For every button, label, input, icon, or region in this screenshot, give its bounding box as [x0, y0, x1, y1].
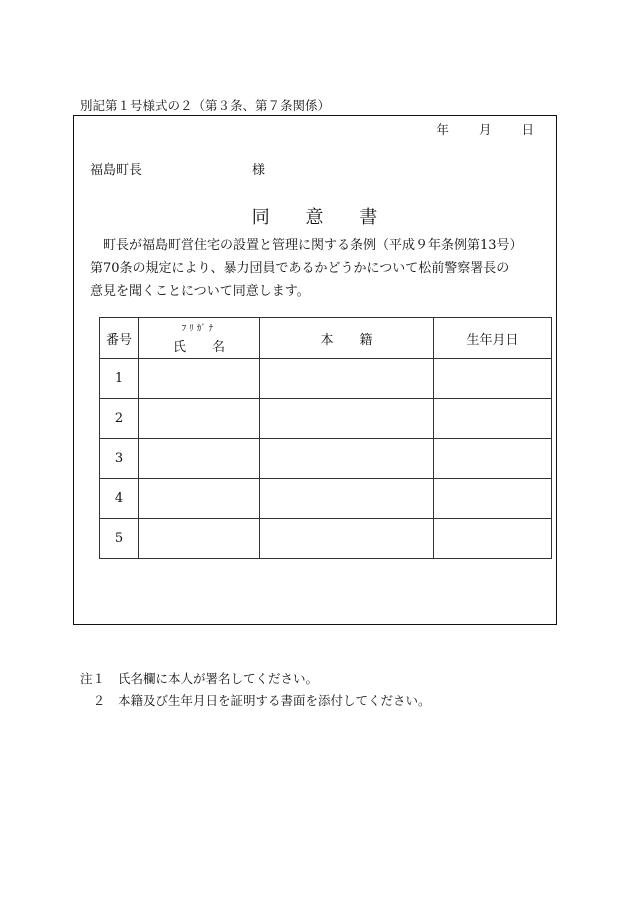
table-row — [100, 359, 552, 399]
name-cell[interactable] — [139, 359, 260, 399]
table-row — [100, 439, 552, 479]
consent-form-frame — [73, 115, 557, 625]
date-month-label: 月 — [478, 122, 492, 137]
title-char: 意 — [305, 207, 325, 228]
title-char: 同 — [251, 207, 271, 228]
header-name-label: 氏 名 — [172, 340, 225, 355]
honorific: 様 — [252, 163, 266, 178]
row-number: 2 — [100, 399, 139, 439]
form-number-header: 別記第１号様式の２（第３条、第７条関係） — [80, 98, 331, 113]
date-day-label: 日 — [521, 122, 534, 137]
header-domicile: 本 籍 — [260, 318, 434, 359]
domicile-cell[interactable] — [260, 439, 434, 479]
birth-date-cell[interactable] — [434, 519, 552, 559]
addressee: 福島町長 — [90, 163, 143, 178]
header-number: 番号 — [100, 318, 139, 359]
birth-date-cell[interactable] — [434, 479, 552, 519]
name-cell[interactable] — [139, 479, 260, 519]
row-number: 5 — [100, 519, 139, 559]
consent-person-table — [99, 317, 552, 559]
title-char: 書 — [359, 207, 379, 228]
note-marker: ２ — [92, 693, 106, 708]
note-text: 本籍及び生年月日を証明する書面を添付してください。 — [118, 693, 431, 708]
domicile-cell[interactable] — [260, 479, 434, 519]
header-name — [139, 318, 260, 359]
date-line[interactable] — [436, 120, 534, 138]
statement-line: 第70条の規定により、暴力団員であるかどうかについて松前警察署長の — [90, 261, 510, 276]
document-title — [74, 203, 556, 229]
name-cell[interactable] — [139, 439, 260, 479]
name-cell[interactable] — [139, 519, 260, 559]
name-cell[interactable] — [139, 399, 260, 439]
header-birth-date: 生年月日 — [434, 318, 552, 359]
row-number: 3 — [100, 439, 139, 479]
note-text: 氏名欄に本人が署名してください。 — [118, 671, 319, 686]
domicile-cell[interactable] — [260, 519, 434, 559]
statement-line: 町長が福島町営住宅の設置と管理に関する条例（平成９年条例第13号） — [103, 238, 523, 253]
consent-statement — [90, 234, 540, 303]
table-row — [100, 519, 552, 559]
domicile-cell[interactable] — [260, 399, 434, 439]
table-row — [100, 479, 552, 519]
note-item — [80, 668, 431, 690]
table-row — [100, 399, 552, 439]
birth-date-cell[interactable] — [434, 439, 552, 479]
header-furigana: ﾌﾘｶﾞﾅ — [181, 324, 217, 334]
domicile-cell[interactable] — [260, 359, 434, 399]
birth-date-cell[interactable] — [434, 359, 552, 399]
date-year-label: 年 — [436, 122, 449, 137]
statement-line: 意見を聞くことについて同意します。 — [90, 284, 310, 299]
birth-date-cell[interactable] — [434, 399, 552, 439]
row-number: 1 — [100, 359, 139, 399]
notes-section — [80, 668, 431, 712]
note-item — [80, 690, 431, 712]
table-header-row — [100, 318, 552, 359]
note-marker: 注１ — [80, 671, 106, 686]
row-number: 4 — [100, 479, 139, 519]
